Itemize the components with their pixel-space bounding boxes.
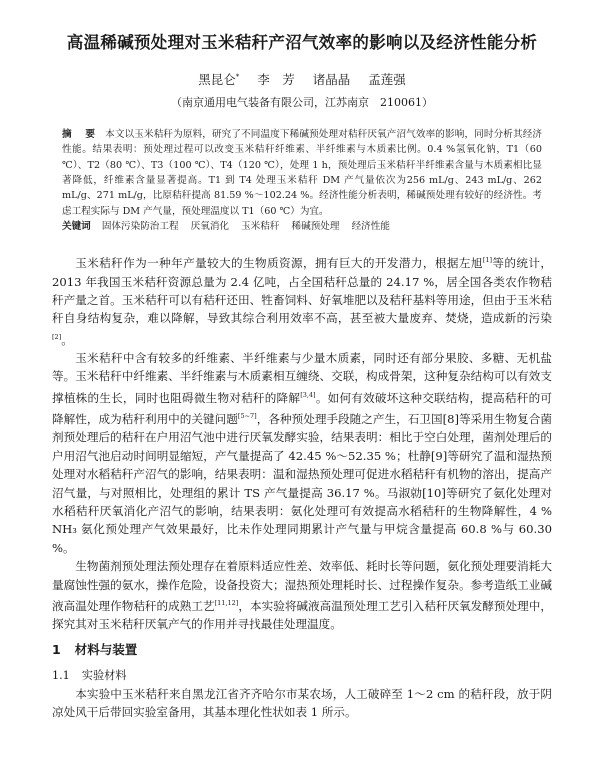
section-number: 1: [52, 641, 61, 657]
body-paragraph: 本实验中玉米秸秆来自黑龙江省齐齐哈尔市某农场，人工破碎至 1～2 cm 的秸秆段，放于阴凉处风干后带回实验室备用，其基本理化性状如表 1 所示。: [52, 686, 552, 720]
author: 李 芳: [257, 72, 295, 88]
paper-title: 高温稀碱预处理对玉米秸秆产沼气效率的影响以及经济性能分析: [66, 33, 538, 52]
author-mark: *: [235, 73, 240, 81]
citation: [3,4]: [300, 390, 316, 399]
keyword: 经济性能: [351, 220, 390, 232]
section-title: 材料与装置: [74, 641, 138, 657]
keyword: 厌氧消化: [190, 220, 230, 232]
author: 孟莲强: [368, 72, 406, 88]
paper-body: [52, 251, 552, 721]
subsection-number: 1.1: [52, 668, 70, 682]
author: 黑昆仑*: [198, 72, 240, 88]
author: 诸晶晶: [312, 72, 351, 88]
abstract-label: 摘 要: [62, 129, 98, 141]
author-list: [52, 68, 552, 89]
citation: [1]: [482, 256, 493, 265]
abstract-text: 本文以玉米秸秆为原料，研究了不同温度下稀碱预处理对秸秆厌氧产沼气效率的影响，同时分析其经济性能。结果表明：预处理过程可以改变玉米秸秆纤维素、半纤维素与木质素比例。0.4 %氢氧化钠，T1（60 ℃）、T2（80 ℃）、T3（100 ℃）、T4（120 ℃），处理 1 h，预处理后玉米秸秆半纤维素含量与木质素相比显著降低，纤维素含量显著提高。T1 到 T4 处理玉米秸秆 DM 产气量依次为256 mL/g、243 mL/g、262 mL/g、271 mL/g，比原秸秆提高 81.59 %～102.24 %。经济性能分析表明，稀碱预处理有较好的经济性。考虑工程实际与 DM 产气量，预处理温度以 T1（60 ℃）为宜。: [62, 129, 543, 217]
subsection-heading: [52, 667, 552, 685]
section-heading: [52, 639, 552, 661]
body-paragraph: 生物菌剂预处理法预处理存在着原料适应性差、效率低、耗时长等问题，氨化预处理要消耗大量腐蚀性强的氨水，操作危险，设备投资大；湿热预处理耗时长、过程操作复杂。参考造纸工业碱液高温处理作物秸秆的成熟工艺[11,12]，本实验将碱液高温预处理工艺引入秸秆厌氧发酵预处理中，探究其对玉米秸秆厌氧产气的作用并寻找最佳处理温度。: [52, 559, 552, 632]
keyword: 固体污染防治工程: [101, 220, 179, 232]
keyword: 玉米秸秆: [241, 220, 280, 232]
citation: [5~7]: [237, 412, 257, 421]
citation: [2]: [52, 332, 62, 341]
body-paragraph: 玉米秸秆作为一种年产量较大的生物质资源，拥有巨大的开发潜力，根据左旭[1]等的统计，2013 年我国玉米秸秆资源总量为 2.4 亿吨，占全国秸秆总量的 24.17 %，居全国各类农作物秸秆产量之首。玉米秸秆可以有秸秆还田、牲畜饲料、好氧堆肥以及秸秆基料等用途，但由于玉米秸秆自身结构复杂，难以降解，导致其综合利用效率不高，甚至被大量废弃、焚烧，造成新的污染[2]。: [52, 256, 552, 347]
keyword: 稀碱预处理: [291, 220, 340, 232]
keywords: [62, 219, 542, 234]
abstract: [62, 127, 542, 219]
affiliation: （南京通用电气装备有限公司，江苏南京 210061）: [171, 96, 433, 110]
keywords-label: 关键词: [62, 220, 91, 232]
subsection-title: 实验材料: [81, 668, 127, 682]
citation: [11,12]: [214, 598, 239, 607]
body-paragraph: 玉米秸秆中含有较多的纤维素、半纤维素与少量木质素，同时还有部分果胶、多糖、无机盐等。玉米秸秆中纤维素、半纤维素与木质素相互缠绕、交联，构成骨架，这种复杂结构可以有效支撑植株的生长，同时也阻碍微生物对秸秆的降解[3,4]。如何有效破坏这种交联结构，提高秸秆的可降解性，成为秸秆利用中的关键问题[5~7]，各种预处理手段随之产生，石卫国[8]等采用生物复合菌剂预处理后的秸秆在户用沼气池中进行厌氧发酵实验，结果表明：相比于空白处理，菌剂处理后的户用沼气池启动时间明显缩短，产气量提高了 42.45 %～52.35 %；杜静[9]等研究了温和湿热预处理对水稻秸秆产沼气的影响，结果表明：温和湿热预处理可促进水稻秸秆有机物的溶出，提高产沼气量，与对照相比，处理组的累计 TS 产气量提高 36.17 %。马淑勍[10]等研究了氨化处理对水稻秸秆厌氧消化产沼气的影响，结果表明：氨化处理可有效提高水稻秸秆的生物降解性，4 % NH₃ 氨化预处理产气效果最好，比未作处理同期累计产气量与甲烷含量提高 60.8 %与 60.30 %。: [52, 350, 552, 555]
